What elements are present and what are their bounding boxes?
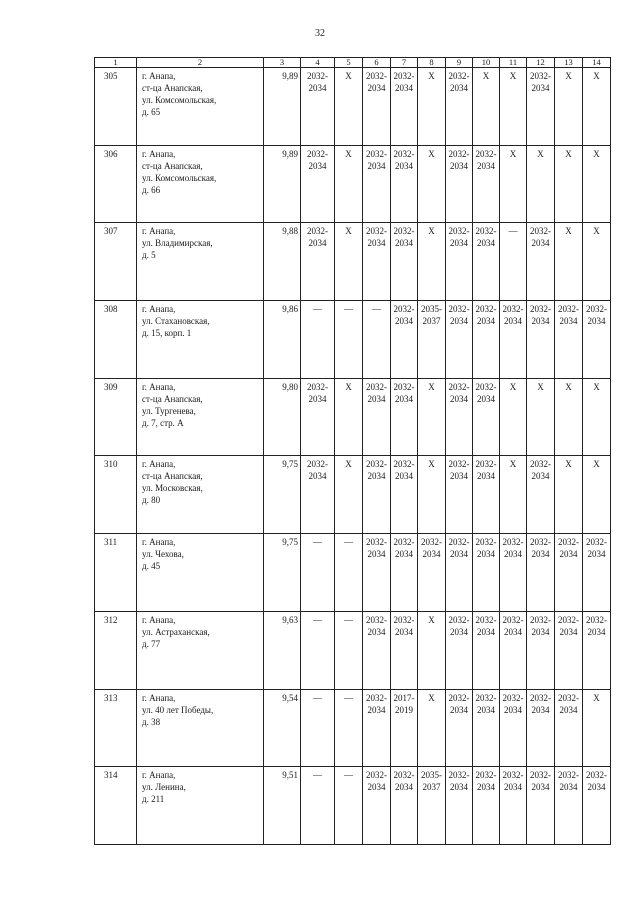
schedule-cell: 2032- 2034 (446, 767, 473, 845)
schedule-cell: 2032- 2034 (473, 611, 500, 689)
area-value: 9,86 (264, 301, 301, 379)
schedule-cell: X (555, 456, 583, 534)
schedule-cell: — (363, 301, 391, 379)
table-row (95, 534, 611, 612)
row-number: 314 (95, 767, 137, 845)
schedule-cell: 2032- 2034 (391, 611, 418, 689)
table-row (95, 223, 611, 301)
schedule-cell: 2032- 2034 (446, 534, 473, 612)
schedule-cell: X (583, 145, 611, 223)
column-header: 2 (137, 58, 264, 68)
schedule-cell: X (583, 223, 611, 301)
area-value: 9,89 (264, 145, 301, 223)
area-value: 9,75 (264, 456, 301, 534)
schedule-cell: X (583, 689, 611, 767)
column-header: 9 (446, 58, 473, 68)
building-address: г. Анапа, ст-ца Анапская, ул. Московская, д. 80 (137, 456, 264, 534)
schedule-cell: 2032- 2034 (391, 68, 418, 146)
schedule-cell: 2032- 2034 (473, 534, 500, 612)
schedule-cell: — (301, 689, 335, 767)
schedule-cell: — (301, 534, 335, 612)
schedule-cell: 2032- 2034 (446, 145, 473, 223)
schedule-cell: 2032- 2034 (583, 534, 611, 612)
schedule-cell: 2035- 2037 (418, 767, 446, 845)
schedule-cell: 2032- 2034 (500, 767, 527, 845)
schedule-cell: X (583, 68, 611, 146)
row-number: 309 (95, 378, 137, 456)
schedule-cell: 2032- 2034 (527, 456, 555, 534)
building-address: г. Анапа, ст-ца Анапская, ул. Тургенева, д. 7, стр. А (137, 378, 264, 456)
schedule-cell: 2032- 2034 (446, 68, 473, 146)
area-value: 9,51 (264, 767, 301, 845)
schedule-cell: 2032- 2034 (527, 301, 555, 379)
table-row (95, 68, 611, 146)
schedule-cell: — (500, 223, 527, 301)
schedule-cell: 2032- 2034 (363, 767, 391, 845)
schedule-cell: 2032- 2034 (363, 68, 391, 146)
schedule-cell: 2032- 2034 (500, 301, 527, 379)
row-number: 310 (95, 456, 137, 534)
schedule-cell: X (418, 68, 446, 146)
table-row (95, 689, 611, 767)
schedule-cell: 2032- 2034 (473, 301, 500, 379)
column-header: 4 (301, 58, 335, 68)
schedule-cell: X (500, 145, 527, 223)
row-number: 305 (95, 68, 137, 146)
schedule-cell: 2032- 2034 (391, 534, 418, 612)
schedule-cell: X (418, 145, 446, 223)
row-number: 308 (95, 301, 137, 379)
schedule-cell: X (418, 689, 446, 767)
schedule-cell: 2032- 2034 (391, 301, 418, 379)
schedule-cell: X (555, 145, 583, 223)
schedule-cell: 2032- 2034 (583, 767, 611, 845)
schedule-cell: 2032- 2034 (446, 611, 473, 689)
schedule-cell: 2032- 2034 (391, 223, 418, 301)
building-address: г. Анапа, ул. Владимирская, д. 5 (137, 223, 264, 301)
schedule-cell: 2032- 2034 (363, 378, 391, 456)
schedule-cell: — (335, 301, 363, 379)
schedule-cell: — (301, 301, 335, 379)
schedule-cell: X (500, 456, 527, 534)
schedule-cell: — (335, 689, 363, 767)
schedule-cell: 2032- 2034 (473, 223, 500, 301)
schedule-cell: X (335, 456, 363, 534)
schedule-cell: 2032- 2034 (363, 611, 391, 689)
table-row (95, 145, 611, 223)
schedule-cell: 2032- 2034 (391, 145, 418, 223)
schedule-cell: X (527, 145, 555, 223)
schedule-cell: 2032- 2034 (555, 611, 583, 689)
schedule-cell: — (301, 767, 335, 845)
building-address: г. Анапа, ул. Астраханская, д. 77 (137, 611, 264, 689)
column-header: 8 (418, 58, 446, 68)
column-header: 12 (527, 58, 555, 68)
schedule-cell: 2032- 2034 (555, 301, 583, 379)
schedule-cell: 2032- 2034 (446, 301, 473, 379)
repair-schedule-table (94, 57, 611, 845)
schedule-cell: 2032- 2034 (473, 145, 500, 223)
column-header: 11 (500, 58, 527, 68)
table-row (95, 378, 611, 456)
schedule-cell: 2032- 2034 (555, 689, 583, 767)
schedule-cell: 2032- 2034 (363, 534, 391, 612)
page-number: 32 (315, 28, 325, 39)
schedule-cell: 2032- 2034 (301, 456, 335, 534)
area-value: 9,54 (264, 689, 301, 767)
table-row (95, 456, 611, 534)
schedule-cell: X (335, 223, 363, 301)
schedule-cell: 2032- 2034 (527, 534, 555, 612)
schedule-cell: — (301, 611, 335, 689)
schedule-cell: 2032- 2034 (473, 378, 500, 456)
row-number: 307 (95, 223, 137, 301)
column-header: 7 (391, 58, 418, 68)
schedule-cell: 2032- 2034 (301, 68, 335, 146)
column-header: 1 (95, 58, 137, 68)
schedule-cell: X (555, 223, 583, 301)
row-number: 306 (95, 145, 137, 223)
schedule-cell: 2032- 2034 (391, 456, 418, 534)
schedule-cell: 2032- 2034 (500, 611, 527, 689)
schedule-cell: X (583, 378, 611, 456)
schedule-cell: 2032- 2034 (527, 68, 555, 146)
schedule-cell: X (335, 378, 363, 456)
schedule-cell: 2032- 2034 (363, 145, 391, 223)
building-address: г. Анапа, ул. Ленина, д. 211 (137, 767, 264, 845)
table-row (95, 767, 611, 845)
schedule-cell: 2032- 2034 (391, 378, 418, 456)
schedule-cell: 2032- 2034 (363, 456, 391, 534)
schedule-cell: 2032- 2034 (527, 611, 555, 689)
schedule-cell: — (335, 767, 363, 845)
schedule-cell: X (418, 378, 446, 456)
schedule-cell: 2032- 2034 (301, 145, 335, 223)
schedule-cell: 2032- 2034 (555, 534, 583, 612)
schedule-cell: X (583, 456, 611, 534)
schedule-cell: 2032- 2034 (473, 689, 500, 767)
column-header-row (95, 58, 611, 68)
building-address: г. Анапа, ст-ца Анапская, ул. Комсомольская, д. 65 (137, 68, 264, 146)
schedule-cell: 2032- 2034 (446, 223, 473, 301)
schedule-cell: X (527, 378, 555, 456)
building-address: г. Анапа, ул. 40 лет Победы, д. 38 (137, 689, 264, 767)
area-value: 9,89 (264, 68, 301, 146)
schedule-cell: X (555, 68, 583, 146)
schedule-cell: X (335, 68, 363, 146)
row-number: 311 (95, 534, 137, 612)
schedule-cell: 2032- 2034 (363, 689, 391, 767)
area-value: 9,75 (264, 534, 301, 612)
schedule-cell: X (335, 145, 363, 223)
column-header: 6 (363, 58, 391, 68)
schedule-cell: 2032- 2034 (418, 534, 446, 612)
schedule-cell: 2032- 2034 (391, 767, 418, 845)
schedule-cell: X (418, 456, 446, 534)
column-header: 3 (264, 58, 301, 68)
row-number: 312 (95, 611, 137, 689)
column-header: 14 (583, 58, 611, 68)
schedule-cell: 2032- 2034 (446, 456, 473, 534)
schedule-cell: 2017- 2019 (391, 689, 418, 767)
schedule-cell: 2032- 2034 (446, 689, 473, 767)
column-header: 13 (555, 58, 583, 68)
schedule-cell: — (335, 611, 363, 689)
schedule-cell: 2032- 2034 (301, 223, 335, 301)
area-value: 9,80 (264, 378, 301, 456)
row-number: 313 (95, 689, 137, 767)
schedule-cell: — (335, 534, 363, 612)
schedule-cell: 2032- 2034 (473, 456, 500, 534)
schedule-cell: X (418, 223, 446, 301)
schedule-cell: 2032- 2034 (473, 767, 500, 845)
schedule-cell: X (500, 68, 527, 146)
schedule-cell: 2032- 2034 (583, 301, 611, 379)
schedule-cell: X (555, 378, 583, 456)
area-value: 9,88 (264, 223, 301, 301)
schedule-cell: 2032- 2034 (583, 611, 611, 689)
area-value: 9,63 (264, 611, 301, 689)
table-row (95, 611, 611, 689)
schedule-cell: X (500, 378, 527, 456)
schedule-cell: 2032- 2034 (301, 378, 335, 456)
column-header: 10 (473, 58, 500, 68)
schedule-cell: X (418, 611, 446, 689)
schedule-cell: 2035- 2037 (418, 301, 446, 379)
building-address: г. Анапа, ст-ца Анапская, ул. Комсомольская, д. 66 (137, 145, 264, 223)
building-address: г. Анапа, ул. Стахановская, д. 15, корп. 1 (137, 301, 264, 379)
schedule-cell: 2032- 2034 (446, 378, 473, 456)
schedule-cell: 2032- 2034 (500, 689, 527, 767)
schedule-cell: 2032- 2034 (500, 534, 527, 612)
table-row (95, 301, 611, 379)
schedule-cell: 2032- 2034 (527, 767, 555, 845)
schedule-cell: X (473, 68, 500, 146)
schedule-cell: 2032- 2034 (363, 223, 391, 301)
schedule-cell: 2032- 2034 (527, 689, 555, 767)
schedule-cell: 2032- 2034 (555, 767, 583, 845)
schedule-cell: 2032- 2034 (527, 223, 555, 301)
building-address: г. Анапа, ул. Чехова, д. 45 (137, 534, 264, 612)
column-header: 5 (335, 58, 363, 68)
